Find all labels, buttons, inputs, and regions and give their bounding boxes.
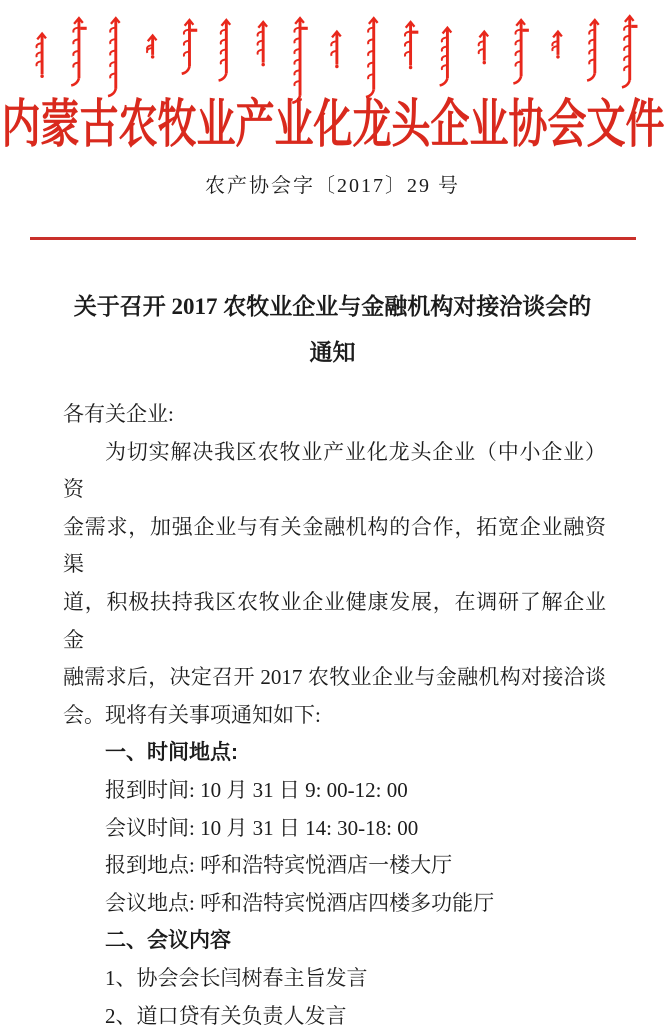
detail-line-meeting-time: 会议时间: 10 月 31 日 14: 30-18: 00	[63, 810, 606, 848]
salutation: 各有关企业:	[63, 396, 606, 434]
agenda-item-1: 1、协会会长闫树春主旨发言	[63, 960, 606, 998]
org-title: 内蒙古农牧业产业化龙头企业协会文件	[1, 96, 664, 156]
agenda-item-2: 2、道口贷有关负责人发言	[63, 998, 606, 1035]
notice-title-line1: 关于召开 2017 农牧业企业与金融机构对接洽谈会的	[0, 284, 665, 330]
section-heading-agenda: 二、会议内容	[63, 922, 606, 960]
detail-line-checkin-time: 报到时间: 10 月 31 日 9: 00-12: 00	[63, 772, 606, 810]
doc-number: 农产协会字〔2017〕29 号	[0, 172, 665, 200]
paragraph-line: 融需求后，决定召开 2017 农牧业企业与金融机构对接洽谈	[63, 659, 606, 697]
paragraph-line: 为切实解决我区农牧业产业化龙头企业（中小企业）资	[63, 434, 606, 509]
paragraph-line: 道，积极扶持我区农牧业企业健康发展，在调研了解企业金	[63, 584, 606, 659]
red-divider-line	[30, 237, 636, 240]
notice-title	[0, 284, 665, 376]
paragraph-line: 金需求，加强企业与有关金融机构的合作，拓宽企业融资渠	[63, 509, 606, 584]
section-heading-time-place: 一、时间地点:	[63, 734, 606, 772]
org-title-row	[0, 96, 665, 156]
notice-title-line2: 通知	[0, 330, 665, 376]
notice-body	[63, 396, 606, 1035]
detail-line-meeting-place: 会议地点: 呼和浩特宾悦酒店四楼多功能厅	[63, 885, 606, 923]
paragraph-line: 会。现将有关事项通知如下:	[63, 697, 606, 735]
mongolian-vertical-script-icon	[13, 6, 653, 96]
document-page	[0, 6, 665, 927]
detail-line-checkin-place: 报到地点: 呼和浩特宾悦酒店一楼大厅	[63, 847, 606, 885]
